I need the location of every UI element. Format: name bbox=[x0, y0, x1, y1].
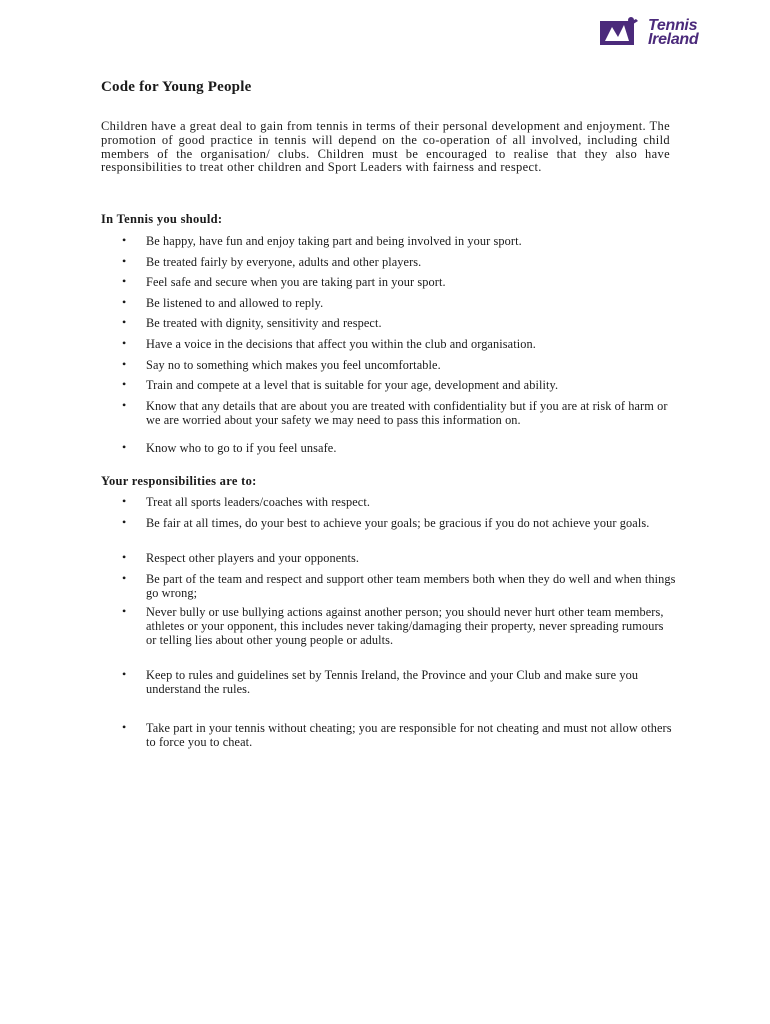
bullet-icon: • bbox=[122, 315, 127, 329]
bullet-icon: • bbox=[122, 398, 127, 412]
bullet-icon: • bbox=[122, 550, 127, 564]
bullet-icon: • bbox=[122, 295, 127, 309]
bullet-icon: • bbox=[122, 440, 127, 454]
bullet-icon: • bbox=[122, 720, 127, 734]
section-heading-responsibilities: Your responsibilities are to: bbox=[101, 474, 257, 488]
bullet-icon: • bbox=[122, 336, 127, 350]
bullet-icon: • bbox=[122, 233, 127, 247]
tennis-ireland-logo bbox=[598, 14, 716, 58]
tennis-ireland-logo-icon bbox=[598, 17, 642, 53]
bullet-icon: • bbox=[122, 274, 127, 288]
bullet-icon: • bbox=[122, 494, 127, 508]
bullet-icon: • bbox=[122, 571, 127, 585]
bullet-icon: • bbox=[122, 667, 127, 681]
page-title: Code for Young People bbox=[101, 79, 252, 95]
bullet-icon: • bbox=[122, 377, 127, 391]
bullet-icon: • bbox=[122, 604, 127, 618]
intro-paragraph: Children have a great deal to gain from tennis in terms of their personal development and enjoyment. The promotion of good practice in tennis will depend on the co-operation of all involved, including child members of the organisation/ clubs. Children must be encouraged to realise that they also have responsibilities to treat other children and Sport Leaders with fairness and respect. bbox=[101, 119, 670, 175]
bullet-icon: • bbox=[122, 515, 127, 529]
bullet-icon: • bbox=[122, 254, 127, 268]
bullet-icon: • bbox=[122, 357, 127, 371]
brand-name: Tennis Ireland bbox=[648, 17, 699, 48]
section-heading-in-tennis: In Tennis you should: bbox=[101, 212, 223, 226]
